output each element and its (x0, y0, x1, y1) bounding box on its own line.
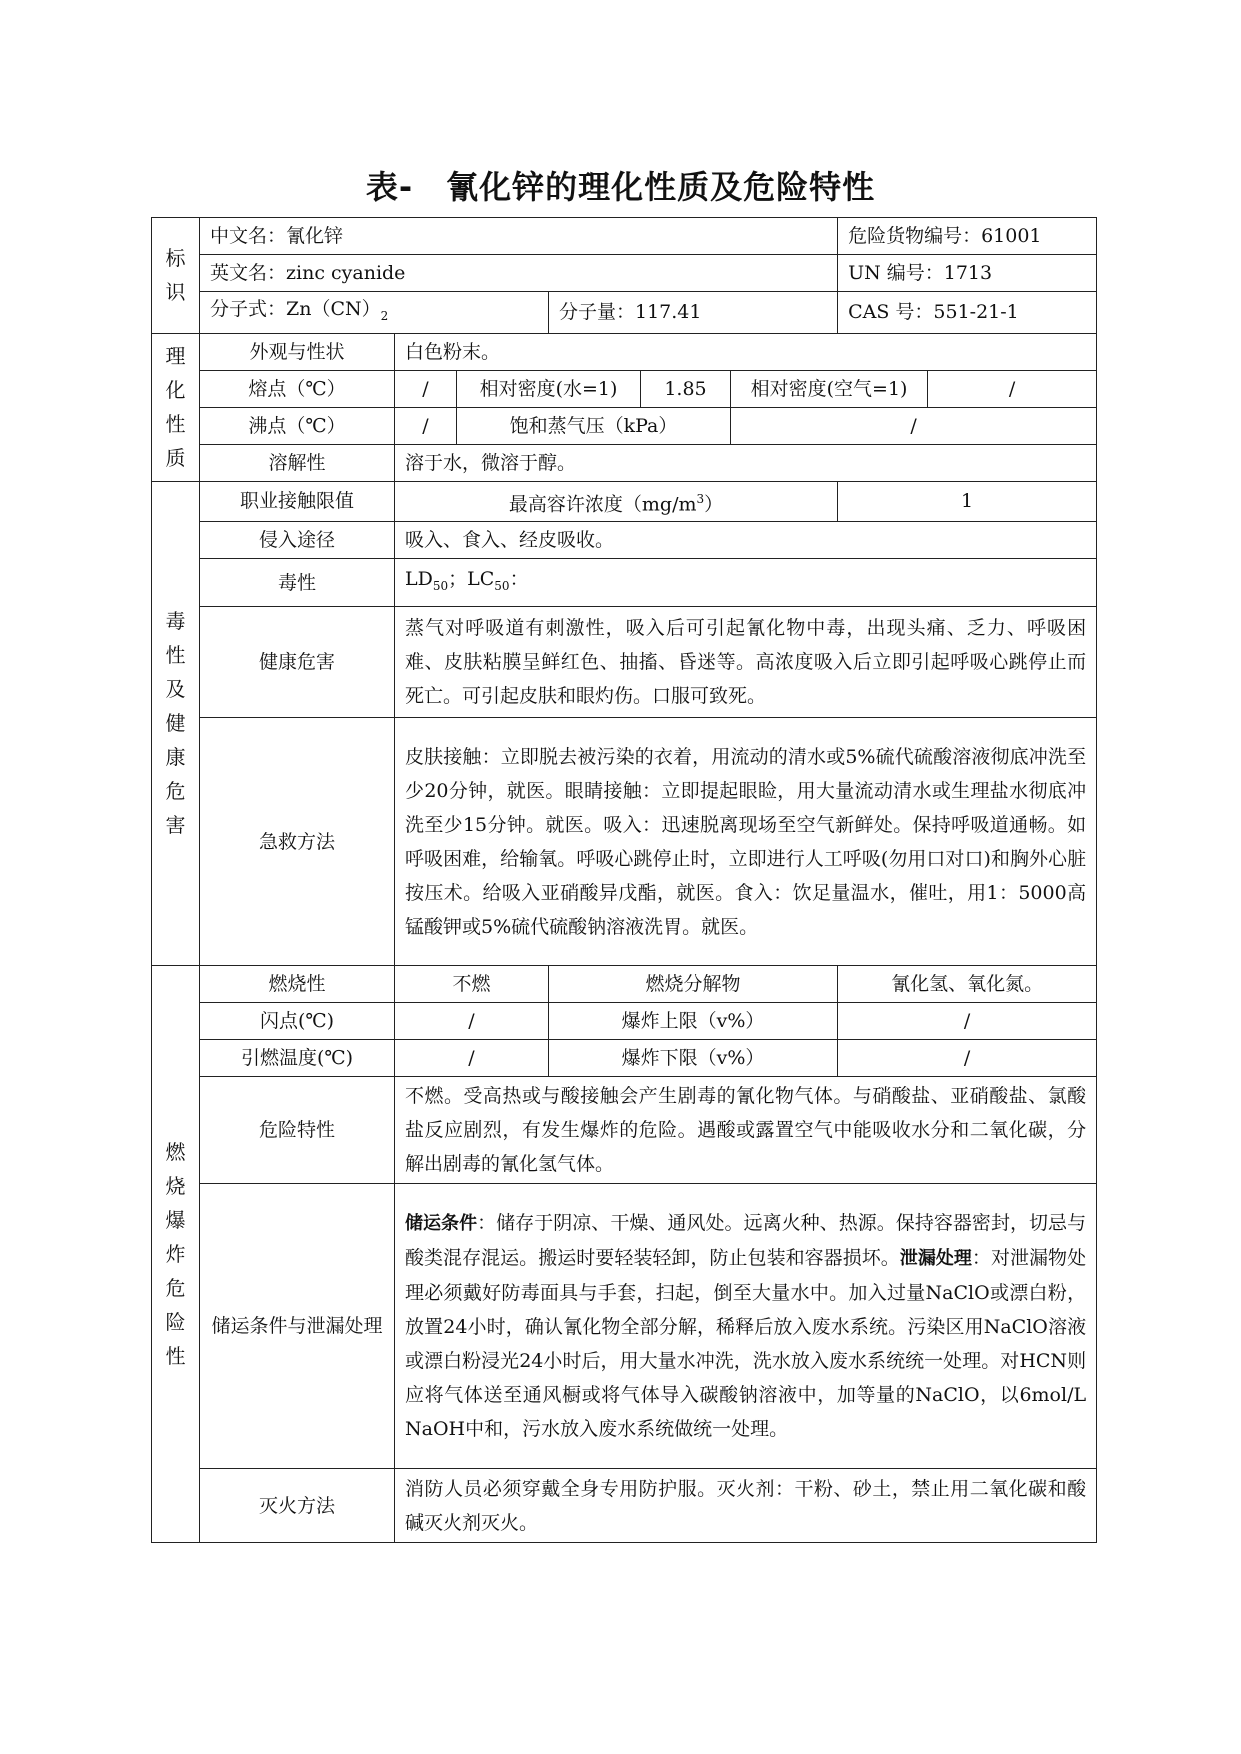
melting-label: 熔点（℃） (200, 370, 395, 407)
rel-density-air-label: 相对密度(空气=1) (731, 370, 928, 407)
solubility-label: 溶解性 (200, 444, 395, 481)
upper-value: / (838, 1003, 1097, 1040)
storage-label: 储运条件与泄漏处理 (200, 1184, 395, 1469)
lower-label: 爆炸下限（v%） (549, 1040, 838, 1077)
oel-label: 职业接触限值 (200, 481, 395, 521)
flash-value: / (395, 1003, 549, 1040)
cn-name: 中文名：氰化锌 (200, 218, 838, 255)
flash-label: 闪点(℃) (200, 1003, 395, 1040)
un-no: UN 编号：1713 (838, 255, 1097, 292)
section-fire: 燃 烧 爆 炸 危 险 性 (152, 966, 200, 1543)
extinguish-label: 灭火方法 (200, 1469, 395, 1543)
dangerous-goods-no: 危险货物编号：61001 (838, 218, 1097, 255)
route-label: 侵入途径 (200, 522, 395, 559)
route-value: 吸入、食入、经皮吸收。 (395, 522, 1097, 559)
mac-value: 1 (838, 481, 1097, 521)
health-value: 蒸气对呼吸道有刺激性，吸入后可引起氰化物中毒，出现头痛、乏力、呼吸困难、皮肤粘膜呈鲜红色、抽搐、昏迷等。高浓度吸入后立即引起呼吸心跳停止而死亡。可引起皮肤和眼灼伤。口服可致死。 (395, 607, 1097, 718)
tox-value: $LD_{50}$；$LC_{50}$： (395, 559, 1097, 607)
vapor-pressure-label: 饱和蒸气压（kPa） (457, 407, 731, 444)
vapor-pressure-value: / (731, 407, 1097, 444)
boiling-value: / (395, 407, 457, 444)
section-toxicity: 毒 性 及 健 康 危 害 (152, 481, 200, 965)
extinguish-value: 消防人员必须穿戴全身专用防护服。灭火剂：干粉、砂土，禁止用二氧化碳和酸碱灭火剂灭火。 (395, 1469, 1097, 1543)
firstaid-value: 皮肤接触：立即脱去被污染的衣着，用流动的清水或5%硫代硫酸溶液彻底冲洗至少20分钟，就医。眼睛接触：立即提起眼睑，用大量流动清水或生理盐水彻底冲洗至少15分钟。就医。吸入：迅速脱离现场至空气新鲜处。保持呼吸道通畅。如呼吸困难，给输氧。呼吸心跳停止时，立即进行人工呼吸(勿用口对口)和胸外心脏按压术。给吸入亚硝酸异戊酯，就医。食入：饮足量温水，催吐，用1：5000高锰酸钾或5%硫代硫酸钠溶液洗胃。就医。 (395, 718, 1097, 966)
rel-density-air-value: / (928, 370, 1097, 407)
property-table (151, 217, 1097, 1543)
flammability-value: 不燃 (395, 966, 549, 1003)
decomp-label: 燃烧分解物 (549, 966, 838, 1003)
flammability-label: 燃烧性 (200, 966, 395, 1003)
formula: 分子式：$Zn(CN)_2$ (200, 292, 549, 334)
appearance-label: 外观与性状 (200, 333, 395, 370)
mac-label: 最高容许浓度$(mg/m^3)$ (395, 481, 838, 521)
melting-value: / (395, 370, 457, 407)
decomp-value: 氰化氢、氧化氮。 (838, 966, 1097, 1003)
en-name: 英文名：zinc cyanide (200, 255, 838, 292)
cas-no: CAS 号：551-21-1 (838, 292, 1097, 334)
tox-label: 毒性 (200, 559, 395, 607)
solubility-value: 溶于水，微溶于醇。 (395, 444, 1097, 481)
storage-value: 储运条件：储存于阴凉、干燥、通风处。远离火种、热源。保持容器密封，切忌与酸类混存混运。搬运时要轻装轻卸，防止包装和容器损坏。泄漏处理：对泄漏物处理必须戴好防毒面具与手套，扫起，倒至大量水中。加入过量NaClO或漂白粉，放置24小时，确认氰化物全部分解，稀释后放入废水系统。污染区用NaClO溶液或漂白粉浸光24小时后，用大量水冲洗，洗水放入废水系统统一处理。对HCN则应将气体送至通风橱或将气体导入碳酸钠溶液中，加等量的NaClO，以6mol/L NaOH中和，污水放入废水系统做统一处理。 (395, 1184, 1097, 1469)
health-label: 健康危害 (200, 607, 395, 718)
ignition-value: / (395, 1040, 549, 1077)
hazard-label: 危险特性 (200, 1077, 395, 1184)
section-physical: 理 化 性 质 (152, 333, 200, 481)
boiling-label: 沸点（℃） (200, 407, 395, 444)
firstaid-label: 急救方法 (200, 718, 395, 966)
appearance-value: 白色粉末。 (395, 333, 1097, 370)
hazard-value: 不燃。受高热或与酸接触会产生剧毒的氰化物气体。与硝酸盐、亚硝酸盐、氯酸盐反应剧烈，有发生爆炸的危险。遇酸或露置空气中能吸收水分和二氧化碳，分解出剧毒的氰化氢气体。 (395, 1077, 1097, 1184)
rel-density-water-value: 1.85 (641, 370, 731, 407)
page-title: 表- 氰化锌的理化性质及危险特性 (365, 168, 876, 206)
upper-label: 爆炸上限（v%） (549, 1003, 838, 1040)
ignition-label: 引燃温度(℃) (200, 1040, 395, 1077)
lower-value: / (838, 1040, 1097, 1077)
rel-density-water-label: 相对密度(水=1) (457, 370, 641, 407)
mol-weight: 分子量：117.41 (549, 292, 838, 334)
section-identity: 标 识 (152, 218, 200, 334)
